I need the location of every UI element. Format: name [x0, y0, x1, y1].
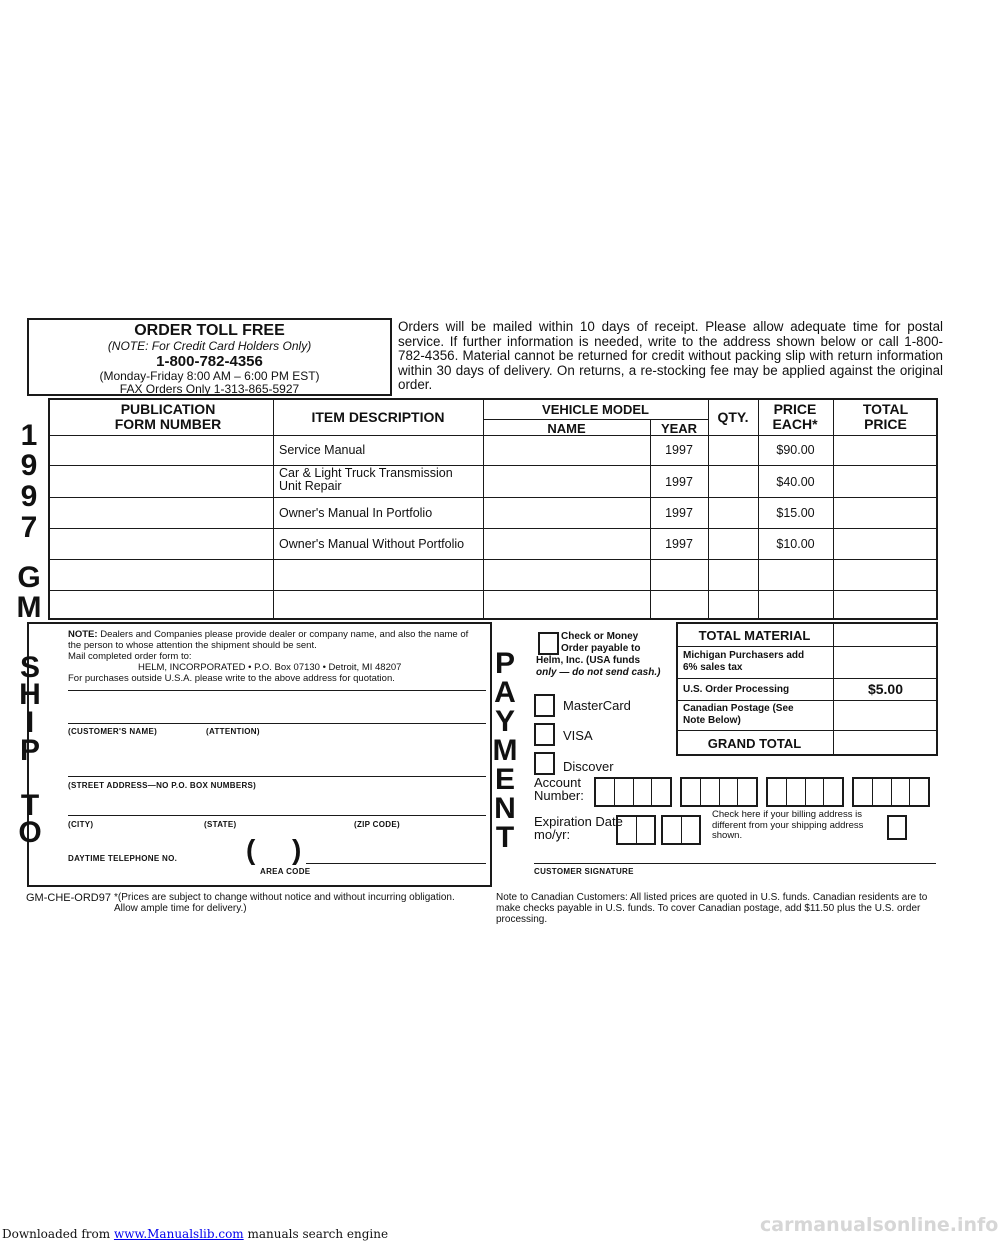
header-price-each: PRICE EACH* [772, 401, 818, 432]
check-label-4: only — do not send cash.) [536, 667, 661, 678]
visa-label: VISA [563, 728, 593, 743]
prices-note: *(Prices are subject to change without notice and without incurring obligation. Allow ample time for delivery.) [114, 892, 455, 914]
download-banner [2, 1227, 388, 1241]
billing-address-note: Check here if your billing address is different from your shipping address shown. [712, 809, 864, 841]
row-divider [48, 590, 938, 591]
canadian-postage-label: Canadian Postage (See Note Below) [683, 703, 794, 726]
area-code-paren-open: ( [246, 834, 256, 865]
line-city-state-zip [68, 815, 486, 816]
row-year: 1997 [665, 443, 693, 457]
header-qty: QTY. [717, 409, 749, 425]
ship-letter: H [19, 678, 41, 711]
ship-note-label: NOTE: [68, 629, 98, 640]
row-item: Owner's Manual In Portfolio [279, 506, 433, 520]
label-customer-name: (CUSTOMER'S NAME) [68, 727, 158, 736]
form-code: GM-CHE-ORD97 [26, 892, 111, 904]
label-attention: (ATTENTION) [206, 727, 260, 736]
row-year: 1997 [665, 537, 693, 551]
ship-letter: S [19, 651, 40, 684]
line-customer-name [68, 690, 486, 691]
order-toll-free-title: ORDER TOLL FREE [134, 322, 285, 339]
payment-letter: T [495, 821, 515, 854]
order-form [18, 310, 955, 940]
michigan-tax-label: Michigan Purchasers add 6% sales tax [683, 650, 805, 673]
header-item-description: ITEM DESCRIPTION [311, 409, 445, 425]
header-year: YEAR [660, 421, 698, 436]
label-street-address: (STREET ADDRESS—NO P.O. BOX NUMBERS) [68, 781, 257, 790]
side-year-letter: 9 [20, 480, 38, 513]
header-vehicle-model: VEHICLE MODEL [542, 402, 649, 417]
label-zip: (ZIP CODE) [354, 820, 400, 829]
account-number-group-3[interactable] [766, 777, 844, 807]
side-year-letter: M [16, 591, 42, 624]
totals-row-divider [676, 678, 938, 679]
ship-letter: P [19, 734, 40, 767]
vehicle-model-divider [483, 419, 708, 420]
account-number-label: Account Number: [534, 775, 584, 803]
total-material-label: TOTAL MATERIAL [698, 628, 811, 643]
ship-letter: I [25, 706, 35, 739]
label-state: (STATE) [204, 820, 237, 829]
mastercard-label: MasterCard [563, 698, 631, 713]
row-divider [48, 497, 938, 498]
col-divider [708, 398, 709, 620]
row-price: $15.00 [776, 506, 815, 520]
account-number-group-2[interactable] [680, 777, 758, 807]
side-year-letter: 1 [20, 419, 38, 452]
line-phone [306, 863, 486, 864]
toll-free-phone: 1-800-782-4356 [156, 353, 263, 370]
payment-letter: Y [494, 705, 515, 738]
header-publication-form: PUBLICATION FORM NUMBER [114, 401, 222, 432]
header-total-price: TOTAL PRICE [862, 401, 909, 432]
mail-line: Mail completed order form to: [68, 651, 192, 662]
account-number-group-1[interactable] [594, 777, 672, 807]
row-price: $10.00 [776, 537, 815, 551]
order-hours: (Monday-Friday 8:00 AM – 6:00 PM EST) [99, 369, 320, 383]
area-code-paren-close: ) [292, 834, 302, 865]
check-label-1: Check or Money [561, 631, 639, 642]
totals-row-divider [676, 730, 938, 731]
discover-label: Discover [563, 759, 614, 774]
canadian-customers-note: Note to Canadian Customers: All listed prices are quoted in U.S. funds. Canadian residents are to make checks payable in U.S. funds. To cover Canadian postage, add $11.50 plus the U.S. order processing. [496, 892, 928, 925]
label-daytime-phone: DAYTIME TELEPHONE NO. [68, 854, 178, 863]
col-divider [273, 398, 274, 620]
outside-usa-note: For purchases outside U.S.A. please write to the above address for quotation. [68, 673, 395, 684]
payment-letter: N [494, 792, 516, 825]
label-city: (CITY) [68, 820, 94, 829]
checkbox-visa[interactable] [534, 723, 555, 746]
side-year-letter: 7 [20, 511, 38, 544]
header-name: NAME [547, 421, 586, 436]
row-divider [48, 528, 938, 529]
checkbox-billing-address[interactable] [887, 815, 907, 840]
checkbox-check-money-order[interactable] [538, 632, 559, 655]
customer-signature-label: CUSTOMER SIGNATURE [534, 867, 634, 876]
row-year: 1997 [665, 506, 693, 520]
row-year: 1997 [665, 475, 693, 489]
payment-letter: E [494, 763, 515, 796]
us-order-processing-label: U.S. Order Processing [683, 684, 790, 695]
shipping-info-text: Orders will be mailed within 10 days of receipt. Please allow adequate time for postal service. If further information is needed, write to the address shown below or call 1-800-782-4356. Material cannot be returned for credit without packing slip with return information within 30 days of delivery. On returns, a re-stocking fee may be applied against the original order. [398, 319, 943, 393]
payment-letter: A [494, 676, 516, 709]
row-price: $90.00 [776, 443, 815, 457]
payment-letter: P [494, 647, 515, 680]
watermark: carmanualsonline.info [760, 1214, 998, 1236]
expiration-label: Expiration Date mo/yr: [534, 814, 623, 842]
ship-note [68, 629, 483, 651]
account-number-group-4[interactable] [852, 777, 930, 807]
totals-row-divider [676, 646, 938, 647]
manualslib-link[interactable]: www.Manualslib.com [113, 1227, 244, 1241]
ship-letter: O [18, 816, 42, 849]
line-attention [68, 723, 486, 724]
totals-row-divider [676, 700, 938, 701]
check-label-2: Order payable to [561, 643, 641, 654]
checkbox-discover[interactable] [534, 752, 555, 775]
expiration-year[interactable] [661, 815, 701, 845]
fax-number: FAX Orders Only 1-313-865-5927 [119, 382, 300, 396]
mail-address: HELM, INCORPORATED • P.O. Box 07130 • Detroit, MI 48207 [138, 662, 402, 673]
row-price: $40.00 [776, 475, 815, 489]
row-divider [48, 559, 938, 560]
credit-card-note: (NOTE: For Credit Card Holders Only) [107, 339, 312, 353]
label-area-code: AREA CODE [260, 867, 311, 876]
expiration-month[interactable] [616, 815, 656, 845]
ship-letter: T [20, 789, 40, 822]
row-item: Car & Light Truck Transmission Unit Repair [279, 466, 453, 493]
col-divider [833, 398, 834, 620]
ship-note-text: Dealers and Companies please provide dealer or company name, and also the name of the person to whose attention the shipment should be sent. [68, 629, 469, 651]
row-item: Owner's Manual Without Portfolio [279, 537, 465, 551]
banner-prefix: Downloaded from [2, 1227, 114, 1241]
line-street [68, 776, 486, 777]
checkbox-mastercard[interactable] [534, 694, 555, 717]
grand-total-label: GRAND TOTAL [707, 736, 802, 751]
banner-suffix: manuals search engine [243, 1227, 389, 1241]
row-item: Service Manual [279, 443, 366, 457]
check-label-3: Helm, Inc. (USA funds [536, 655, 641, 666]
side-year-letter: G [17, 561, 41, 594]
side-year-letter: 9 [20, 449, 38, 482]
row-divider [48, 465, 938, 466]
us-order-processing-value: $5.00 [867, 681, 904, 697]
signature-line [534, 863, 936, 864]
payment-letter: M [492, 734, 518, 767]
